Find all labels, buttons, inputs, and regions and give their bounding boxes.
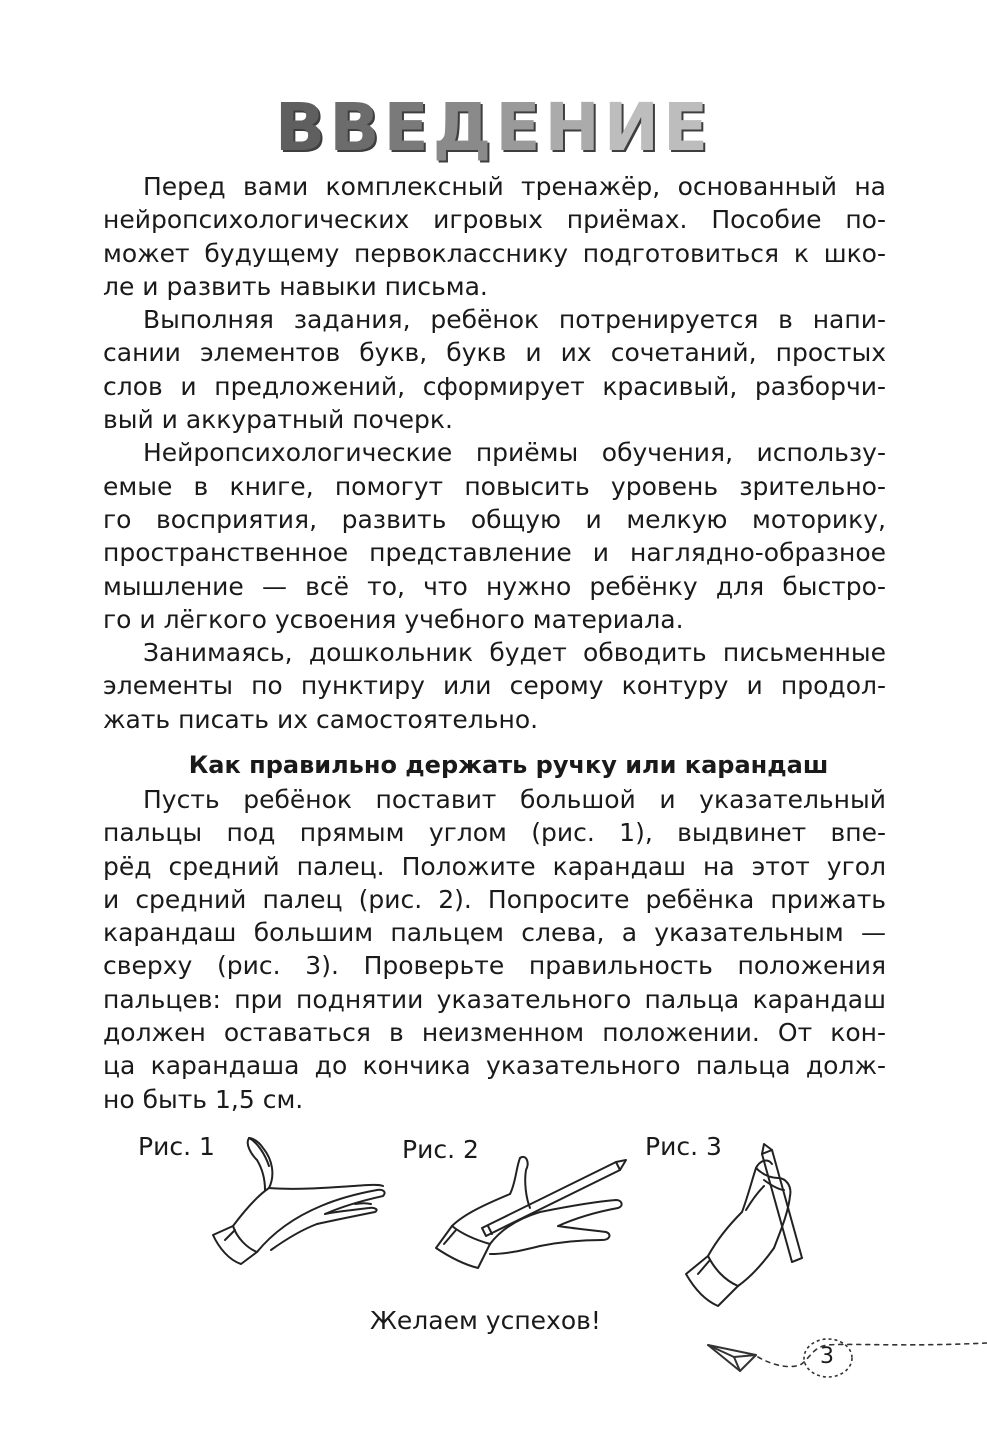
text-line: Пусть ребёнок поставит большой и указательный (143, 785, 886, 814)
hand-illustration-3 (680, 1140, 820, 1310)
hand-illustration-1 (205, 1130, 395, 1270)
text-line: нейропсихологических игровых приёмах. Пособие по- (103, 205, 886, 235)
title-letter: Е (663, 89, 713, 166)
text-line: жать писать их самостоятельно. (103, 704, 539, 734)
title-letter: В (274, 89, 330, 166)
title-letter: И (603, 89, 663, 166)
title-letter: Е (495, 89, 545, 166)
page-title (0, 88, 987, 168)
text-line: и средний палец (рис. 2). Попросите ребёнка прижать (103, 884, 886, 914)
intro-text (103, 170, 886, 736)
text-line: карандаш большим пальцем слева, а указательным — (103, 918, 886, 948)
hand-illustration-2 (430, 1148, 630, 1278)
text-line: может будущему первокласснику подготовиться к шко- (103, 238, 886, 268)
figure-1-label: Рис. 1 (138, 1132, 215, 1161)
text-line: Занимаясь, дошкольник будет обводить письменные (143, 638, 886, 668)
text-line: го и лёгкого усвоения учебного материала. (103, 604, 684, 634)
text-line: Перед вами комплексный тренажёр, основанный на (143, 172, 886, 201)
page-number: 3 (820, 1344, 834, 1369)
text-line: го восприятия, развить общую и мелкую моторику, (103, 504, 886, 534)
figure-3-label: Рис. 3 (645, 1132, 722, 1161)
text-line: рёд средний палец. Положите карандаш на этот угол (103, 851, 886, 881)
closing-text: Желаем успехов! (370, 1306, 601, 1335)
title-letter: Е (383, 89, 433, 166)
section-text (103, 783, 886, 1116)
text-line: вый и аккуратный почерк. (103, 405, 453, 435)
text-line: ле и развить навыки письма. (103, 271, 488, 301)
title-letter: Д (432, 89, 496, 166)
text-line: слов и предложений, сформирует красивый, разборчи- (103, 371, 886, 401)
text-line: пространственное представление и наглядно-образное (103, 538, 886, 568)
text-line: Нейропсихологические приёмы обучения, использу- (143, 438, 886, 468)
figure-2-label: Рис. 2 (402, 1135, 479, 1164)
text-line: но быть 1,5 см. (103, 1084, 304, 1114)
text-line: элементы по пунктиру или серому контуру и продол- (103, 671, 886, 701)
text-line: мышление — всё то, что нужно ребёнку для быстро- (103, 571, 886, 601)
section-heading: Как правильно держать ручку или карандаш (188, 751, 829, 779)
text-line: Выполняя задания, ребёнок потренируется в напи- (143, 305, 886, 335)
text-line: пальцев: при поднятии указательного пальца карандаш (103, 984, 886, 1014)
text-line: ца карандаша до кончика указательного пальца долж- (103, 1051, 886, 1081)
text-line: емые в книге, помогут повысить уровень зрительно- (103, 471, 886, 501)
text-line: сании элементов букв, букв и их сочетаний, простых (103, 338, 886, 368)
text-line: сверху (рис. 3). Проверьте правильность положения (103, 951, 886, 981)
title-letter: Н (544, 89, 604, 166)
text-line: должен оставаться в неизменном положении. От кон- (103, 1018, 886, 1048)
text-line: пальцы под прямым углом (рис. 1), выдвинет впе- (103, 818, 886, 848)
title-letter: В (329, 89, 384, 166)
